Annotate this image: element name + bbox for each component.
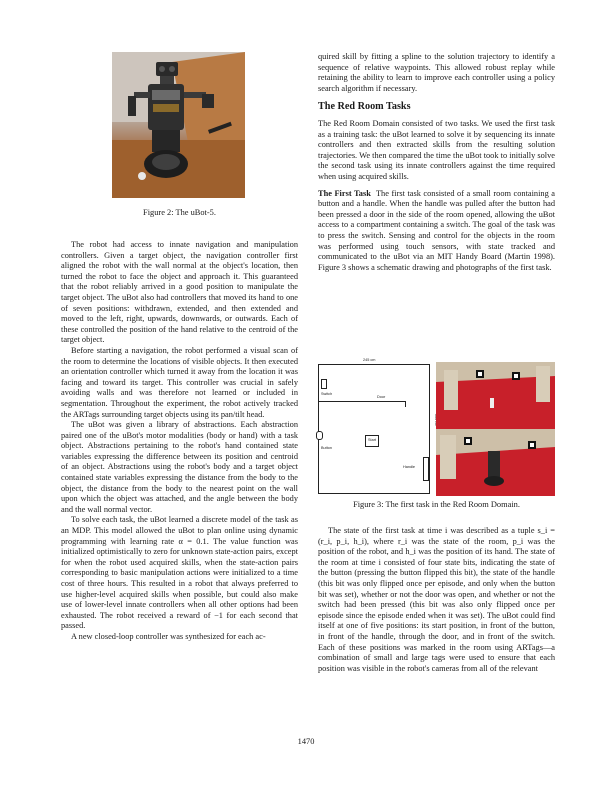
switch-label: Switch — [321, 392, 333, 396]
figure-2-caption: Figure 2: The uBot-5. — [143, 208, 216, 217]
paragraph: To solve each task, the uBot learned a discrete model of the task as an MDP. This model allowed the uBot to plan online using dynamic programming with learning rate α = 0.1. The value function was initialized optimistically to zero for unknown state-action pairs, except for when the robot used acquired skills, when the state-action pairs corresponding to basic manipulation actions were initialized to a time cost of three hours. This resulted in a robot that always preferred to use higher-level acquired skills when possible, but could also make use of lower-level innate controllers when all other options had been exhausted. The robot received a reward of −1 for each second that passed. — [61, 515, 298, 631]
handle-marker — [423, 457, 429, 481]
handle-label: Handle — [403, 465, 416, 469]
paragraph: quired skill by fitting a spline to the solution trajectory to identify a sequence of relative waypoints. This allowed robust replay while retaining the ability to learn to improve each controller using a policy search algorithm if necessary. — [318, 52, 555, 93]
paragraph: The state of the first task at time i was described as a tuple s_i = (r_i, p_i, h_i), where r_i was the state of the room, p_i was the position of the robot, and h_i was the position of its hand. The state of the room at time i consisted of four state bits, indicating the state of the button (pressing the button flipped this bit), the state of the handle (this bit was only flipped once per episode, and only when the button bit was set), whether or not the door was open, and whether or not the switch had been pressed (this bit was also only flipped once per episode since the episode ended when it was set). The uBot could find itself at one of five positions: its start position, in front of the button, in front of the handle, through the door, and in front of the switch. Each of these positions was marked in the room using ARTags—a combination of small and large tags were used to ensure that each position was visible in the robot's cameras from all of the relevant — [318, 526, 555, 673]
robot-photo — [112, 52, 245, 198]
run-in-heading: The First Task — [318, 188, 371, 198]
paragraph: Before starting a navigation, the robot performed a visual scan of the room to determine the locations of visible objects. It then executed an orientation controller which turned it away from the location it was facing and toward its target. This controller was crucial in safely avoiding walls and was therefore not learned or included in segmentation. Throughout the experiment, the robot actively tracked the ARTags surrounding target objects using its pan/tilt head. — [61, 345, 298, 419]
paragraph: The Red Room Domain consisted of two tasks. We used the first task as a training task: the uBot learned to solve it by sequencing its innate controllers and then extracted skills from the resulting solution trajectories. We then compared the time the uBot took to initially solve the second task using its innate controllers against the time required when using acquired skills. — [318, 118, 555, 181]
button-label: Button — [321, 446, 332, 450]
paragraph-text: The first task consisted of a small room containing a button and a handle. When the handle was pulled after the button had been pressed a door in the side of the room opened, allowing the uBot access to a compartment containing a switch. The goal of the task was to press the switch. Sensing and control for the objects in the room was performed using touch sensors, with state tracked and communicated to the uBot via an MIT Handy Board (Martin 1998). Figure 3 shows a schematic drawing and photographs of the first task. — [318, 188, 556, 272]
page-number: 1470 — [297, 737, 315, 746]
paragraph — [318, 189, 555, 274]
room-photo-top — [436, 362, 555, 429]
button-marker — [316, 431, 323, 440]
right-column-lower — [318, 526, 555, 674]
door-label: Door — [377, 395, 386, 399]
figure-3 — [318, 358, 555, 496]
paragraph: A new closed-loop controller was synthesized for each ac- — [71, 631, 266, 641]
figure-3-caption: Figure 3: The first task in the Red Room Domain. — [353, 500, 520, 509]
start-label: Start — [368, 438, 377, 442]
start-box — [365, 435, 379, 447]
right-column — [318, 52, 555, 273]
room-photo-bottom — [436, 429, 555, 496]
switch-marker — [321, 379, 327, 389]
paragraph: The robot had access to innate navigation and manipulation controllers. Given a target object, the navigation controller first aligned the robot with the wall normal at the object's location, then turned the robot to face the object and approach it. This guaranteed that the robot reliably arrived in a good position to manipulate the target object. The uBot also had controllers that moved its hand to one of seven positions: withdrawn, extended, and then extended and moved to the left, right, upwards, downwards, or outwards. Each of these controlled the position of the hand relative to the centroid of the target object. — [61, 240, 298, 345]
door-post — [405, 401, 406, 407]
room-schematic — [318, 358, 430, 494]
left-column — [61, 240, 298, 643]
dimension-label: 245 cm — [363, 358, 376, 362]
paragraph: The uBot was given a library of abstractions. Each abstraction paired one of the uBot's motor modalities (body or hand) with a task object. Abstractions pertaining to the robot's hand contained state variables expressing the difference between its position and centroid of an object. Abstractions using the robot's body and a target object contained state variables expressing the distance from the body to the object, the distance from the body to the nearest point on the wall upon which the object was attached, and the angle between the body and the wall normal vector. — [61, 420, 298, 514]
inner-wall — [319, 401, 405, 402]
section-heading: The Red Room Tasks — [318, 101, 411, 113]
